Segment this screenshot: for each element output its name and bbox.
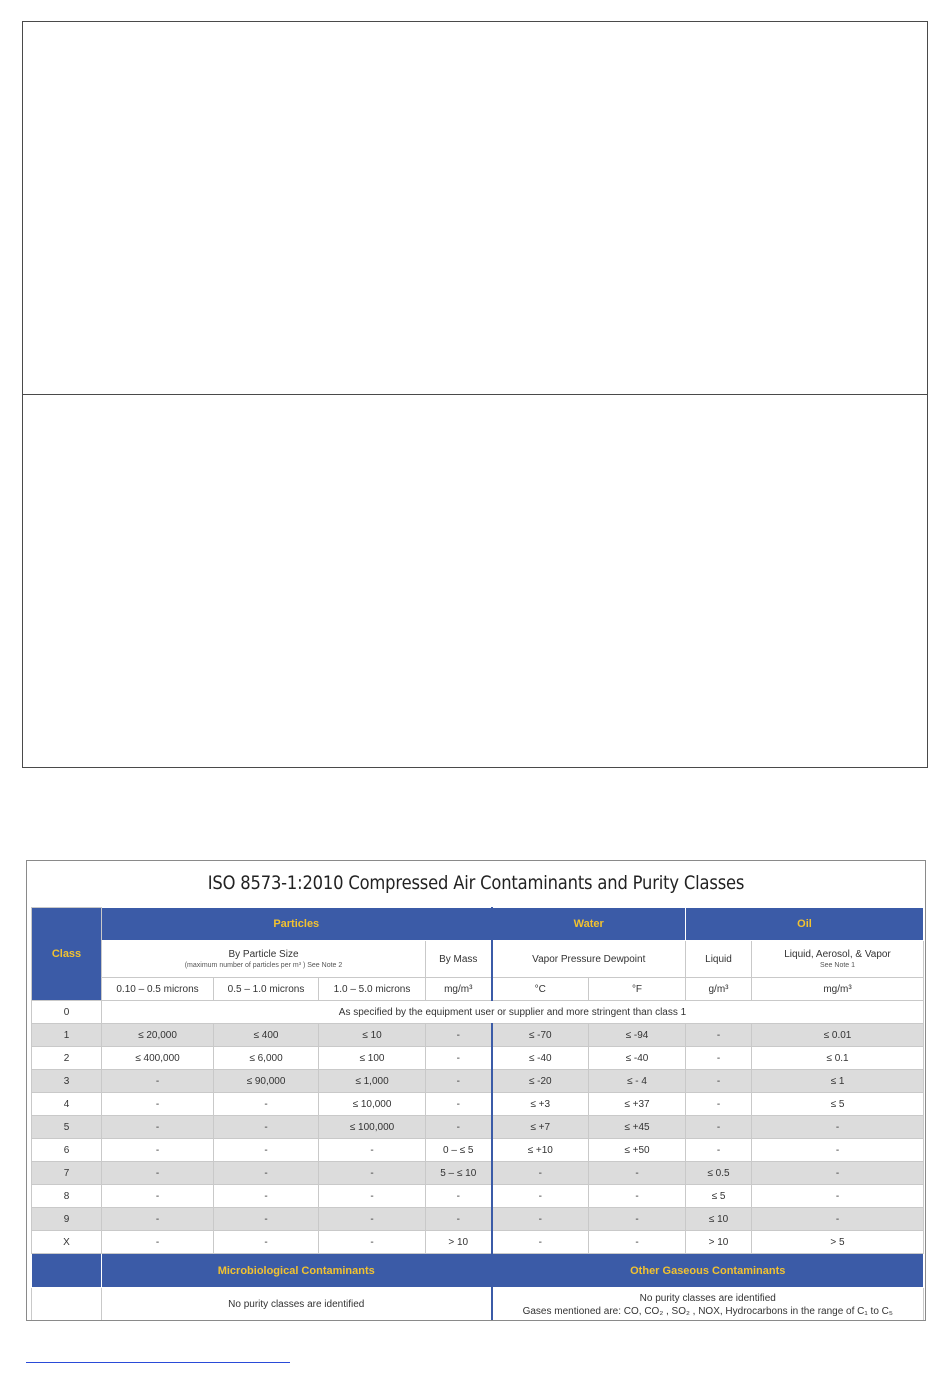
class-label: 1	[32, 1024, 102, 1047]
table-cell: ≤ 100	[319, 1047, 426, 1070]
table-cell: -	[214, 1185, 319, 1208]
table-row	[32, 1070, 924, 1093]
table-cell: -	[102, 1185, 214, 1208]
table-cell: -	[686, 1116, 752, 1139]
table-row	[32, 1024, 924, 1047]
oil-types-label: Liquid, Aerosol, & Vapor	[784, 949, 891, 960]
table-cell: 5 – ≤ 10	[426, 1162, 492, 1185]
table-cell: ≤ 1,000	[319, 1070, 426, 1093]
class-label: X	[32, 1231, 102, 1254]
table-cell: -	[426, 1024, 492, 1047]
table-cell: ≤ +3	[492, 1093, 589, 1116]
class-label: 2	[32, 1047, 102, 1070]
table-cell: > 5	[752, 1231, 924, 1254]
iso-purity-table-figure	[26, 860, 926, 1321]
table-cell: -	[686, 1093, 752, 1116]
table-cell: -	[102, 1093, 214, 1116]
by-particle-size-label: By Particle Size	[228, 949, 299, 960]
table-cell: > 10	[686, 1231, 752, 1254]
table-cell: ≤ 1	[752, 1070, 924, 1093]
table-cell: ≤ +7	[492, 1116, 589, 1139]
dewpoint-header: Vapor Pressure Dewpoint	[492, 941, 686, 978]
table-cell: -	[319, 1139, 426, 1162]
table-cell: -	[686, 1070, 752, 1093]
table-cell: -	[589, 1231, 686, 1254]
table-cell: -	[492, 1231, 589, 1254]
footer-class-blank	[32, 1254, 102, 1288]
table-cell: -	[214, 1231, 319, 1254]
table-row	[32, 1139, 924, 1162]
table-cell: ≤ -94	[589, 1024, 686, 1047]
table-cell: ≤ - 4	[589, 1070, 686, 1093]
unit-cell: mg/m³	[426, 978, 492, 1001]
table-cell: -	[102, 1070, 214, 1093]
table-cell: ≤ -20	[492, 1070, 589, 1093]
oil-types-note: See Note 1	[819, 962, 856, 969]
class-header: Class	[32, 908, 102, 1001]
table-cell: ≤ 6,000	[214, 1047, 319, 1070]
table-cell: -	[752, 1116, 924, 1139]
table-cell: -	[492, 1162, 589, 1185]
class-0-text: As specified by the equipment user or supplier and more stringent than class 1	[102, 1001, 924, 1024]
table-cell: ≤ -40	[589, 1047, 686, 1070]
oil-header: Oil	[686, 908, 924, 941]
unit-cell: 1.0 – 5.0 microns	[319, 978, 426, 1001]
oil-types-header	[752, 941, 924, 978]
table-cell: -	[426, 1093, 492, 1116]
table-cell: ≤ 0.5	[686, 1162, 752, 1185]
unit-cell: °F	[589, 978, 686, 1001]
table-cell: -	[589, 1208, 686, 1231]
table-cell: -	[492, 1185, 589, 1208]
table-cell: ≤ +50	[589, 1139, 686, 1162]
table-cell: -	[214, 1208, 319, 1231]
table-cell: ≤ 400	[214, 1024, 319, 1047]
table-row	[32, 1208, 924, 1231]
class-label: 6	[32, 1139, 102, 1162]
liquid-header: Liquid	[686, 941, 752, 978]
table-cell: -	[426, 1116, 492, 1139]
table-cell: 0 – ≤ 5	[426, 1139, 492, 1162]
table-cell: ≤ 0.01	[752, 1024, 924, 1047]
table-cell: ≤ 0.1	[752, 1047, 924, 1070]
table-cell: ≤ 10	[319, 1024, 426, 1047]
table-cell: ≤ -40	[492, 1047, 589, 1070]
table-cell: ≤ 20,000	[102, 1024, 214, 1047]
table-row	[32, 1162, 924, 1185]
microbiological-header: Microbiological Contaminants	[102, 1254, 492, 1288]
class-label: 8	[32, 1185, 102, 1208]
table-cell: -	[319, 1208, 426, 1231]
class-rows	[32, 1024, 924, 1254]
table-cell: ≤ 5	[752, 1093, 924, 1116]
table-cell: -	[214, 1139, 319, 1162]
table-cell: ≤ 10,000	[319, 1093, 426, 1116]
table-cell: ≤ -70	[492, 1024, 589, 1047]
table-row	[32, 1231, 924, 1254]
table-row	[32, 1116, 924, 1139]
table-row	[32, 1093, 924, 1116]
table-cell: -	[102, 1231, 214, 1254]
table-cell: ≤ +37	[589, 1093, 686, 1116]
gaseous-text-1: No purity classes are identified	[639, 1292, 776, 1304]
by-mass-header: By Mass	[426, 941, 492, 978]
by-particle-size-header	[102, 941, 426, 978]
table-cell: ≤ 100,000	[319, 1116, 426, 1139]
table-cell: -	[752, 1185, 924, 1208]
class-label: 4	[32, 1093, 102, 1116]
class-label: 3	[32, 1070, 102, 1093]
table-cell: > 10	[426, 1231, 492, 1254]
empty-frame-bottom	[22, 394, 928, 768]
table-cell: -	[102, 1162, 214, 1185]
table-cell: -	[102, 1139, 214, 1162]
table-cell: -	[102, 1208, 214, 1231]
table-cell: ≤ +10	[492, 1139, 589, 1162]
gaseous-text-cell	[492, 1288, 924, 1322]
particle-size-note: (maximum number of particles per m³ ) See Note 2	[184, 962, 343, 969]
table-cell: ≤ 90,000	[214, 1070, 319, 1093]
water-header: Water	[492, 908, 686, 941]
microbiological-text: No purity classes are identified	[102, 1288, 492, 1322]
table-cell: -	[319, 1162, 426, 1185]
empty-frame-top	[22, 21, 928, 395]
unit-cell: mg/m³	[752, 978, 924, 1001]
unit-cell: 0.5 – 1.0 microns	[214, 978, 319, 1001]
class-label: 5	[32, 1116, 102, 1139]
table-cell: -	[319, 1185, 426, 1208]
class-label: 7	[32, 1162, 102, 1185]
unit-cell: °C	[492, 978, 589, 1001]
table-cell: -	[214, 1116, 319, 1139]
units-row	[32, 978, 924, 1001]
particles-header: Particles	[102, 908, 492, 941]
class-label: 9	[32, 1208, 102, 1231]
table-cell: ≤ +45	[589, 1116, 686, 1139]
table-cell: -	[686, 1047, 752, 1070]
gaseous-text-2: Gases mentioned are: CO, CO₂ , SO₂ , NOX, Hydrocarbons in the range of C₁ to C₅	[522, 1305, 893, 1317]
table-cell: -	[686, 1024, 752, 1047]
unit-cell: g/m³	[686, 978, 752, 1001]
table-cell: -	[102, 1116, 214, 1139]
footer-blank-cell	[32, 1288, 102, 1322]
table-cell: -	[426, 1208, 492, 1231]
table-row	[32, 1047, 924, 1070]
gaseous-header: Other Gaseous Contaminants	[492, 1254, 924, 1288]
table-cell: ≤ 10	[686, 1208, 752, 1231]
table-cell: -	[686, 1139, 752, 1162]
table-cell: -	[492, 1208, 589, 1231]
table-cell: -	[426, 1070, 492, 1093]
table-row	[32, 1185, 924, 1208]
table-cell: -	[752, 1208, 924, 1231]
table-cell: -	[214, 1093, 319, 1116]
table-cell: -	[426, 1185, 492, 1208]
table-cell: ≤ 400,000	[102, 1047, 214, 1070]
figure-title: ISO 8573-1:2010 Compressed Air Contaminants and Purity Classes	[207, 872, 745, 894]
table-cell: ≤ 5	[686, 1185, 752, 1208]
table-cell: -	[589, 1162, 686, 1185]
table-cell: -	[426, 1047, 492, 1070]
table-cell: -	[319, 1231, 426, 1254]
table-cell: -	[752, 1162, 924, 1185]
table-cell: -	[589, 1185, 686, 1208]
table-cell: -	[752, 1139, 924, 1162]
footnote-separator	[26, 1362, 290, 1363]
class-0-label: 0	[32, 1001, 102, 1024]
purity-class-table	[31, 907, 924, 1321]
table-cell: -	[214, 1162, 319, 1185]
unit-cell: 0.10 – 0.5 microns	[102, 978, 214, 1001]
